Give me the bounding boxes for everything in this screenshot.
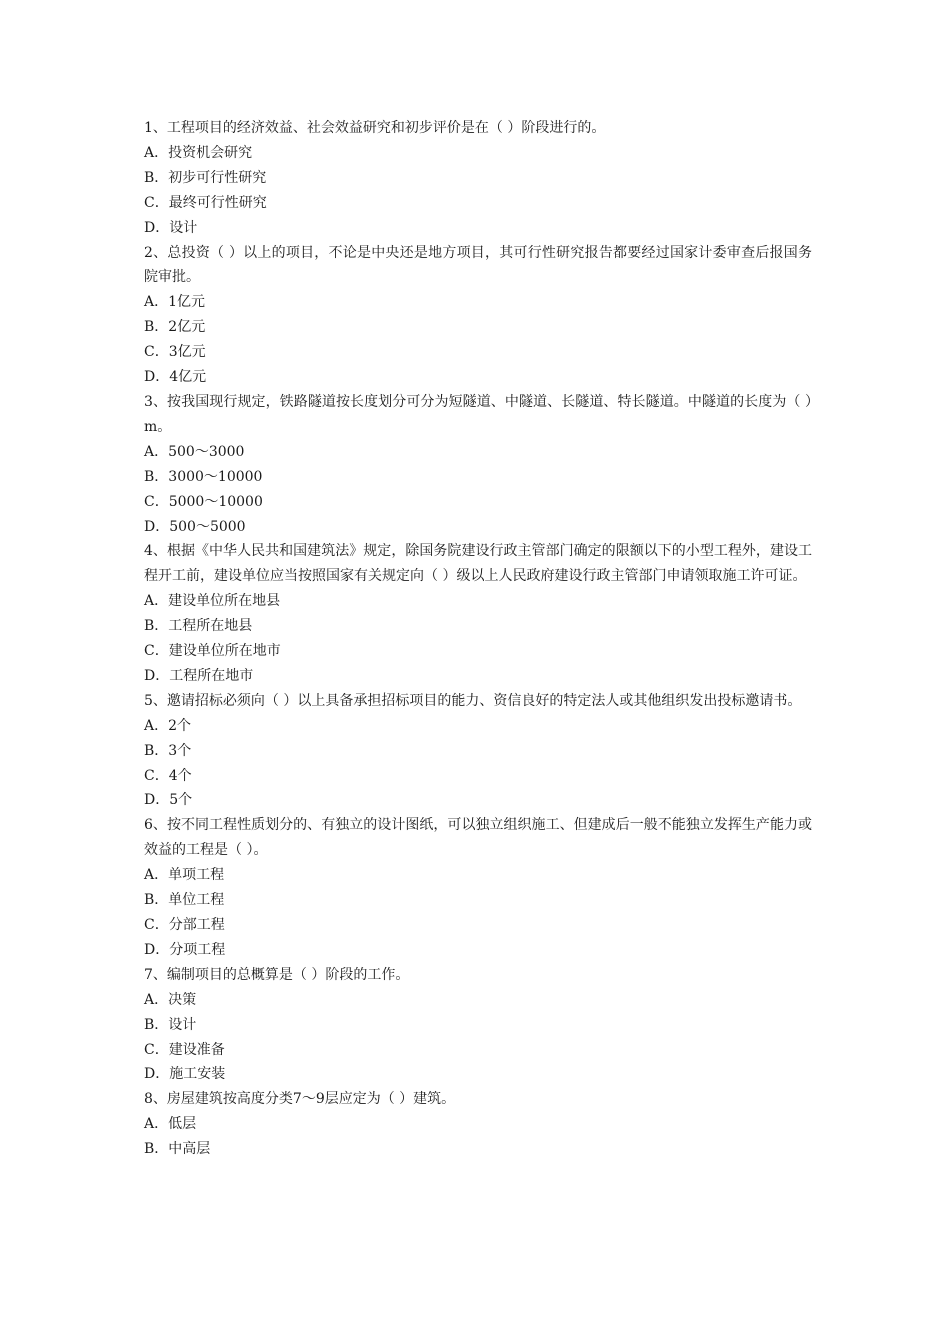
answer-option: B．单位工程 [144, 892, 225, 909]
answer-option: C．4个 [144, 767, 192, 784]
question-stem: 6、按不同工程性质划分的、有独立的设计图纸，可以独立组织施工、但建成后一般不能独立发挥生产能力或效益的工程是（ ）。 [144, 817, 812, 859]
question-block [144, 963, 812, 1088]
question-stem: 4、根据《中华人民共和国建筑法》规定，除国务院建设行政主管部门确定的限额以下的小型工程外，建设工程开工前，建设单位应当按照国家有关规定向（ ）级以上人民政府建设行政主管部门申请领取施工许可证。 [144, 543, 812, 585]
question-block [144, 116, 812, 241]
question-stem: 1、工程项目的经济效益、社会效益研究和初步评价是在（ ）阶段进行的。 [144, 120, 606, 136]
answer-option: B．3000～10000 [144, 468, 263, 485]
answer-option: B．工程所在地县 [144, 618, 253, 635]
question-block [144, 539, 812, 688]
answer-option: D．4亿元 [144, 369, 207, 386]
question-block [144, 1087, 812, 1162]
question-block [144, 241, 812, 390]
answer-option: A．2个 [144, 717, 192, 734]
answer-option: C．建设单位所在地市 [144, 643, 281, 660]
answer-option: A．投资机会研究 [144, 144, 253, 161]
answer-option: B．设计 [144, 1016, 197, 1033]
answer-option: C．建设准备 [144, 1041, 225, 1058]
answer-option: D．工程所在地市 [144, 667, 254, 684]
answer-option: A．建设单位所在地县 [144, 593, 281, 610]
answer-option: C．5000～10000 [144, 493, 263, 510]
answer-option: B．初步可行性研究 [144, 169, 267, 186]
question-stem: 2、总投资（ ）以上的项目，不论是中央还是地方项目，其可行性研究报告都要经过国家计委审查后报国务院审批。 [144, 244, 812, 286]
answer-option: D．5个 [144, 792, 193, 809]
question-stem: 3、按我国现行规定，铁路隧道按长度划分可分为短隧道、中隧道、长隧道、特长隧道。中隧道的长度为（ ）m。 [144, 393, 812, 435]
question-stem: 5、邀请招标必须向（ ）以上具备承担招标项目的能力、资信良好的特定法人或其他组织发出投标邀请书。 [144, 692, 802, 709]
answer-option: B．3个 [144, 742, 192, 759]
answer-option: A．决策 [144, 991, 197, 1008]
answer-option: C．最终可行性研究 [144, 194, 267, 211]
answer-option: D．500～5000 [144, 518, 246, 535]
answer-option: A．1亿元 [144, 294, 206, 311]
answer-option: A．500～3000 [144, 443, 245, 460]
answer-option: B．中高层 [144, 1141, 211, 1158]
question-stem: 7、编制项目的总概算是（ ）阶段的工作。 [144, 966, 410, 983]
question-block [144, 390, 812, 539]
question-block [144, 689, 812, 814]
answer-option: C．3亿元 [144, 344, 206, 361]
answer-option: B．2亿元 [144, 319, 206, 336]
answer-option: D．分项工程 [144, 941, 226, 958]
answer-option: C．分部工程 [144, 917, 225, 933]
answer-option: D．设计 [144, 219, 198, 236]
answer-option: A．低层 [144, 1116, 197, 1133]
document-body [144, 116, 812, 1162]
answer-option: D．施工安装 [144, 1066, 226, 1083]
question-stem: 8、房屋建筑按高度分类7～9层应定为（ ）建筑。 [144, 1091, 456, 1108]
answer-option: A．单项工程 [144, 867, 225, 884]
question-block [144, 813, 812, 962]
